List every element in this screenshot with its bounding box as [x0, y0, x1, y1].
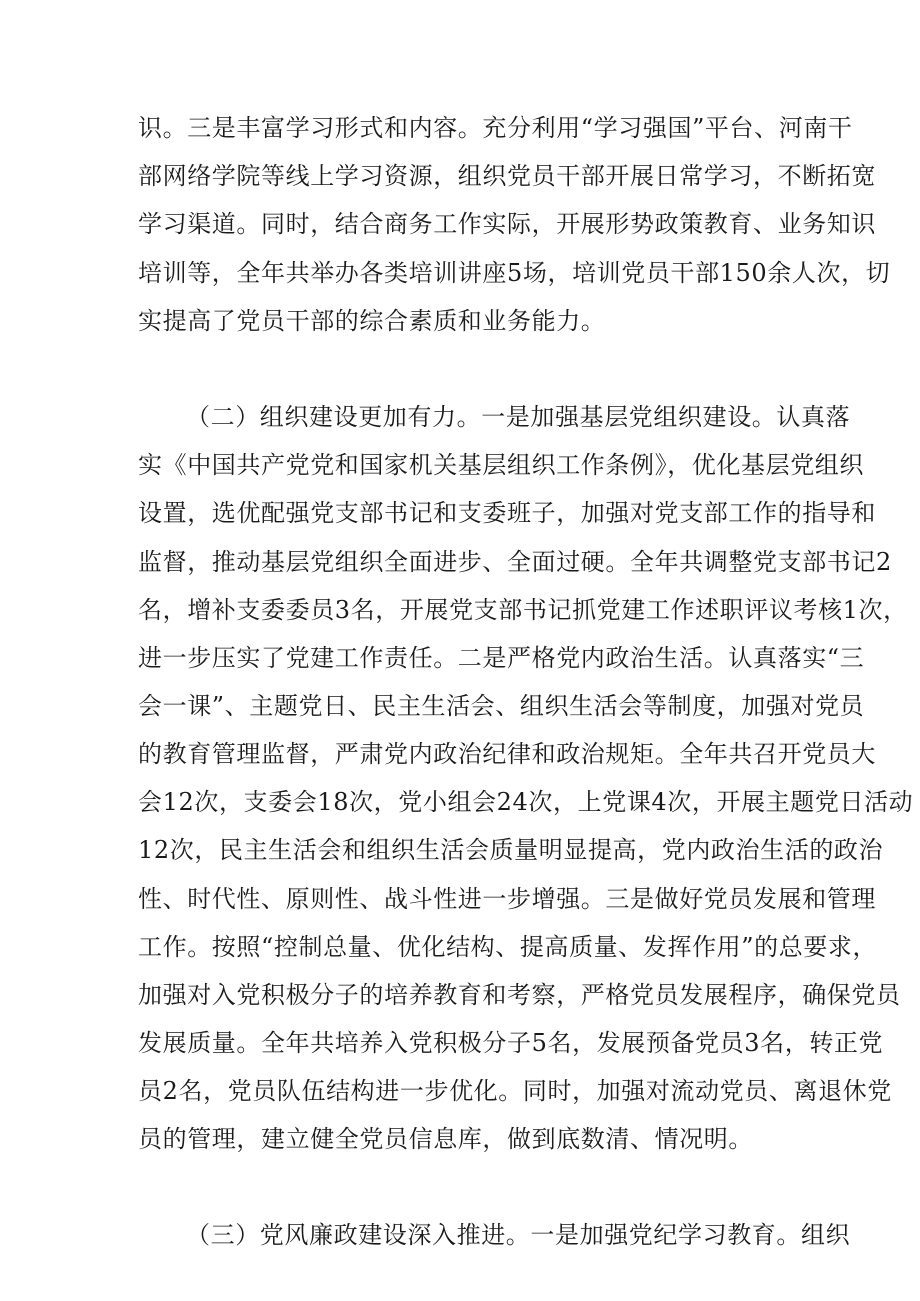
text-line: 进一步压实了党建工作责任。二是严格党内政治生活。认真落实“三 — [138, 644, 865, 672]
text-line: 性、时代性、原则性、战斗性进一步增强。三是做好党员发展和管理 — [138, 885, 876, 913]
text-line: 监督，推动基层党组织全面进步、全面过硬。全年共调整党支部书记2 — [138, 548, 892, 576]
text-line: 会一课”、主题党日、民主生活会、组织生活会等制度，加强对党员 — [138, 692, 865, 720]
text-line: 发展质量。全年共培养入党积极分子5名，发展预备党员3名，转正党 — [138, 1029, 884, 1057]
text-line: 部网络学院等线上学习资源，组织党员干部开展日常学习，不断拓宽 — [138, 162, 876, 190]
text-line: 培训等，全年共举办各类培训讲座5场，培训党员干部150余人次，切 — [138, 259, 891, 287]
text-line: 12次，民主生活会和组织生活会质量明显提高，党内政治生活的政治 — [138, 836, 884, 864]
text-line: 识。三是丰富学习形式和内容。充分利用“学习强国”平台、河南干 — [138, 114, 853, 142]
text-line: 工作。按照“控制总量、优化结构、提高质量、发挥作用”的总要求， — [138, 933, 878, 961]
paragraph-heading-line: （三）党风廉政建设深入推进。一是加强党纪学习教育。组织 — [186, 1221, 851, 1249]
text-line: 实提高了党员干部的综合素质和业务能力。 — [138, 307, 606, 335]
text-line: 的教育管理监督，严肃党内政治纪律和政治规矩。全年共召开党员大 — [138, 740, 876, 768]
text-line: 员的管理，建立健全党员信息库，做到底数清、情况明。 — [138, 1125, 753, 1153]
text-line: 实《中国共产党党和国家机关基层组织工作条例》，优化基层党组织 — [138, 451, 864, 479]
text-line: 加强对入党积极分子的培养教育和考察，严格党员发展程序，确保党员 — [138, 981, 901, 1009]
text-line: 名，增补支委委员3名，开展党支部书记抓党建工作述职评议考核1次， — [138, 596, 908, 624]
text-line: 设置，选优配强党支部书记和支委班子，加强对党支部工作的指导和 — [138, 499, 876, 527]
text-line: 员2名，党员队伍结构进一步优化。同时，加强对流动党员、离退休党 — [138, 1077, 892, 1105]
text-line: 学习渠道。同时，结合商务工作实际，开展形势政策教育、业务知识 — [138, 210, 876, 238]
paragraph-heading-line: （二）组织建设更加有力。一是加强基层党组织建设。认真落 — [186, 403, 851, 431]
text-line: 会12次，支委会18次，党小组会24次，上党课4次，开展主题党日活动 — [138, 788, 914, 816]
